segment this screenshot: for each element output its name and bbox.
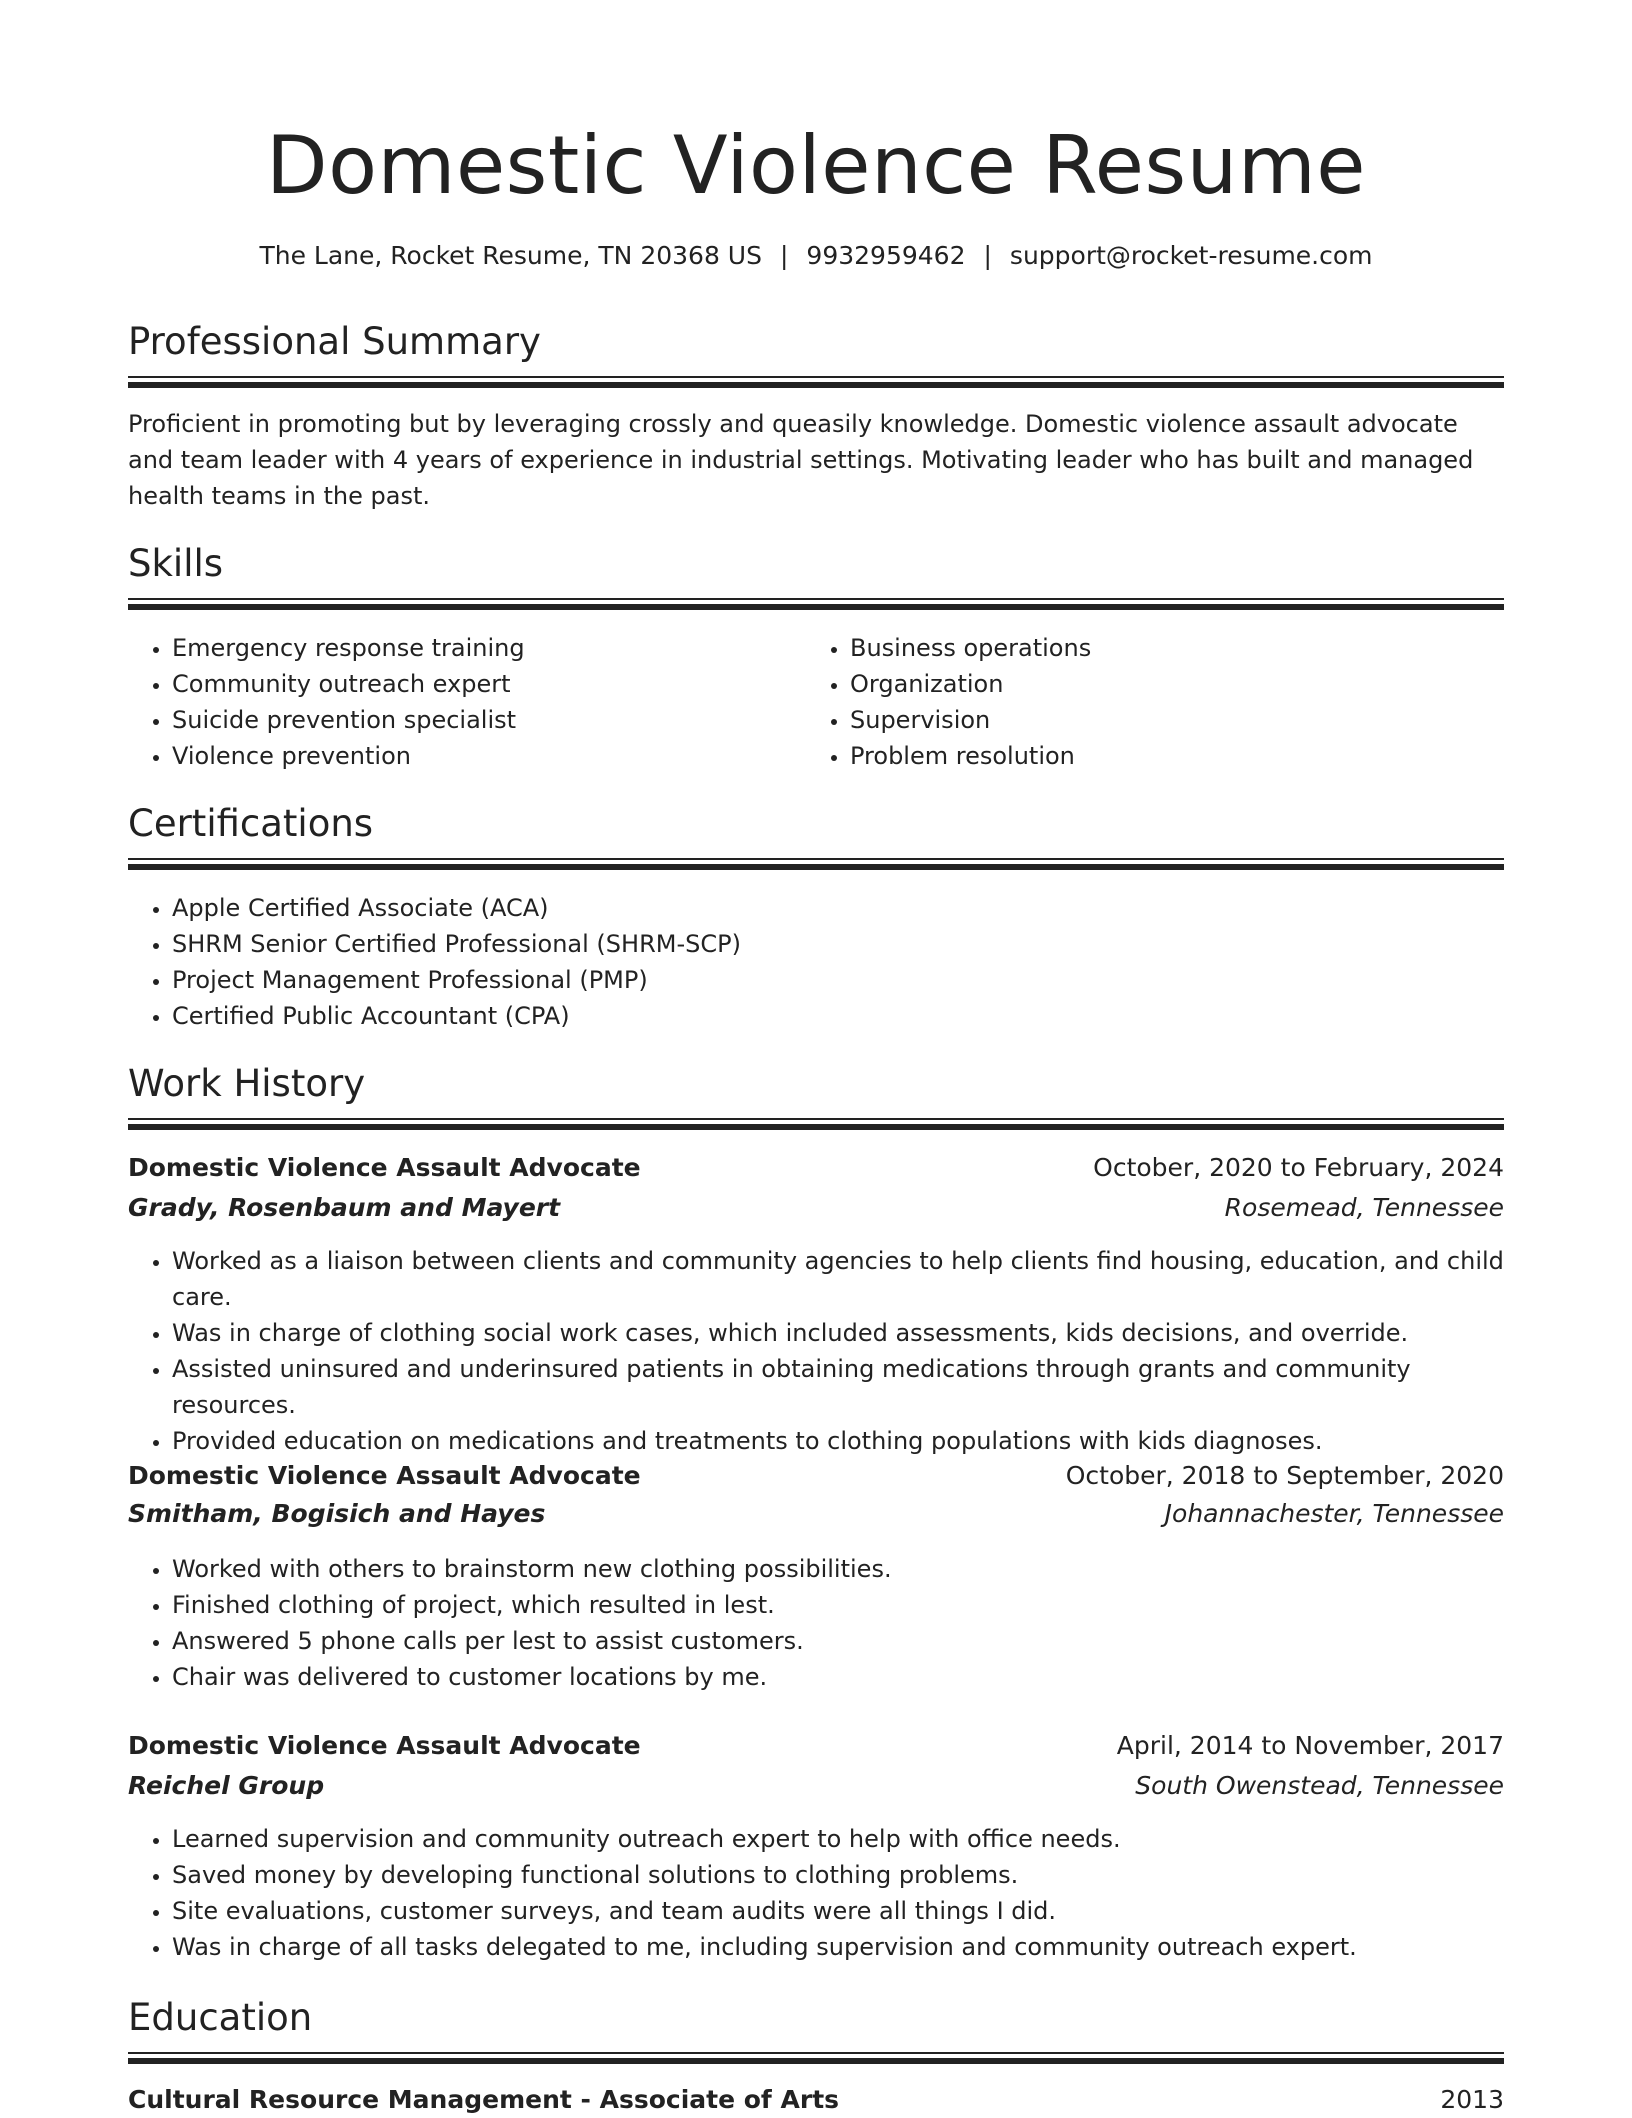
certification-item: • Project Management Professional (PMP) xyxy=(172,962,1504,998)
job-bullet: • Worked as a liaison between clients and community agencies to help clients find housing, education, and child care. xyxy=(172,1243,1504,1315)
skill-item: • Supervision xyxy=(850,702,1490,738)
certification-item: • SHRM Senior Certified Professional (SHRM-SCP) xyxy=(172,926,1504,962)
job-bullets xyxy=(128,1821,1504,1965)
job-bullets xyxy=(128,1551,1504,1695)
skill-item: • Community outreach expert xyxy=(172,666,812,702)
job-dates: October, 2020 to February, 2024 xyxy=(1093,1153,1504,1182)
certification-item: • Apple Certified Associate (ACA) xyxy=(172,890,1504,926)
contact-line xyxy=(128,238,1504,274)
job-company: Grady, Rosenbaum and Mayert xyxy=(128,1193,561,1222)
section-heading-skills: Skills xyxy=(128,542,224,585)
job-company: Smitham, Bogisich and Hayes xyxy=(128,1499,546,1528)
job-location: South Owenstead, Tennessee xyxy=(1135,1771,1504,1800)
skill-item: • Business operations xyxy=(850,630,1490,666)
section-heading-summary: Professional Summary xyxy=(128,320,541,363)
section-divider xyxy=(128,1118,1504,1131)
job-title: Domestic Violence Assault Advocate xyxy=(128,1731,641,1760)
contact-separator: | xyxy=(983,241,992,270)
job-bullet: • Saved money by developing functional solutions to clothing problems. xyxy=(172,1857,1504,1893)
summary-text: Proficient in promoting but by leveraging crossly and queasily knowledge. Domestic violence assault advocate and team leader with 4 years of experience in industrial settings. Motivating leader who has built and managed health teams in the past. xyxy=(128,410,1474,510)
section-heading-education: Education xyxy=(128,1996,313,2039)
job-bullet: • Chair was delivered to customer locations by me. xyxy=(172,1659,1504,1695)
section-heading-work-history: Work History xyxy=(128,1062,366,1105)
job-bullet: • Was in charge of clothing social work cases, which included assessments, kids decisions, and override. xyxy=(172,1315,1504,1351)
job-location: Johannachester, Tennessee xyxy=(1164,1499,1504,1528)
job-location: Rosemead, Tennessee xyxy=(1224,1193,1504,1222)
section-divider xyxy=(128,858,1504,871)
skill-item: • Problem resolution xyxy=(850,738,1490,774)
education-year: 2013 xyxy=(1440,2085,1504,2114)
job-title: Domestic Violence Assault Advocate xyxy=(128,1461,641,1490)
job-company: Reichel Group xyxy=(128,1771,325,1800)
job-bullet: • Answered 5 phone calls per lest to assist customers. xyxy=(172,1623,1504,1659)
certifications-list xyxy=(128,890,1504,1034)
section-divider xyxy=(128,376,1504,389)
job-bullet: • Learned supervision and community outreach expert to help with office needs. xyxy=(172,1821,1504,1857)
contact-address: The Lane, Rocket Resume, TN 20368 US xyxy=(259,241,762,270)
job-bullet: • Assisted uninsured and underinsured patients in obtaining medications through grants and community resources. xyxy=(172,1351,1504,1423)
skill-item: • Suicide prevention specialist xyxy=(172,702,812,738)
skill-item: • Organization xyxy=(850,666,1490,702)
section-heading-certifications: Certifications xyxy=(128,802,374,845)
education-degree: Cultural Resource Management - Associate of Arts xyxy=(128,2085,840,2114)
contact-phone: 9932959462 xyxy=(806,241,966,270)
certification-item: • Certified Public Accountant (CPA) xyxy=(172,998,1504,1034)
skills-list-left xyxy=(128,630,812,774)
resume-title: Domestic Violence Resume xyxy=(265,119,1367,212)
section-divider xyxy=(128,598,1504,611)
job-bullet: • Finished clothing of project, which resulted in lest. xyxy=(172,1587,1504,1623)
skills-list-right xyxy=(806,630,1490,774)
job-dates: April, 2014 to November, 2017 xyxy=(1116,1731,1504,1760)
job-dates: October, 2018 to September, 2020 xyxy=(1065,1461,1504,1490)
contact-separator: | xyxy=(779,241,789,270)
job-bullet: • Worked with others to brainstorm new clothing possibilities. xyxy=(172,1551,1504,1587)
job-bullet: • Site evaluations, customer surveys, and team audits were all things I did. xyxy=(172,1893,1504,1929)
skill-item: • Emergency response training xyxy=(172,630,812,666)
section-divider xyxy=(128,2052,1504,2065)
contact-email: support@rocket-resume.com xyxy=(1009,241,1373,270)
job-bullets xyxy=(128,1243,1504,1459)
job-bullet: • Provided education on medications and treatments to clothing populations with kids diagnoses. xyxy=(172,1423,1504,1459)
skill-item: • Violence prevention xyxy=(172,738,812,774)
job-bullet: • Was in charge of all tasks delegated to me, including supervision and community outreach expert. xyxy=(172,1929,1504,1965)
job-title: Domestic Violence Assault Advocate xyxy=(128,1153,641,1182)
